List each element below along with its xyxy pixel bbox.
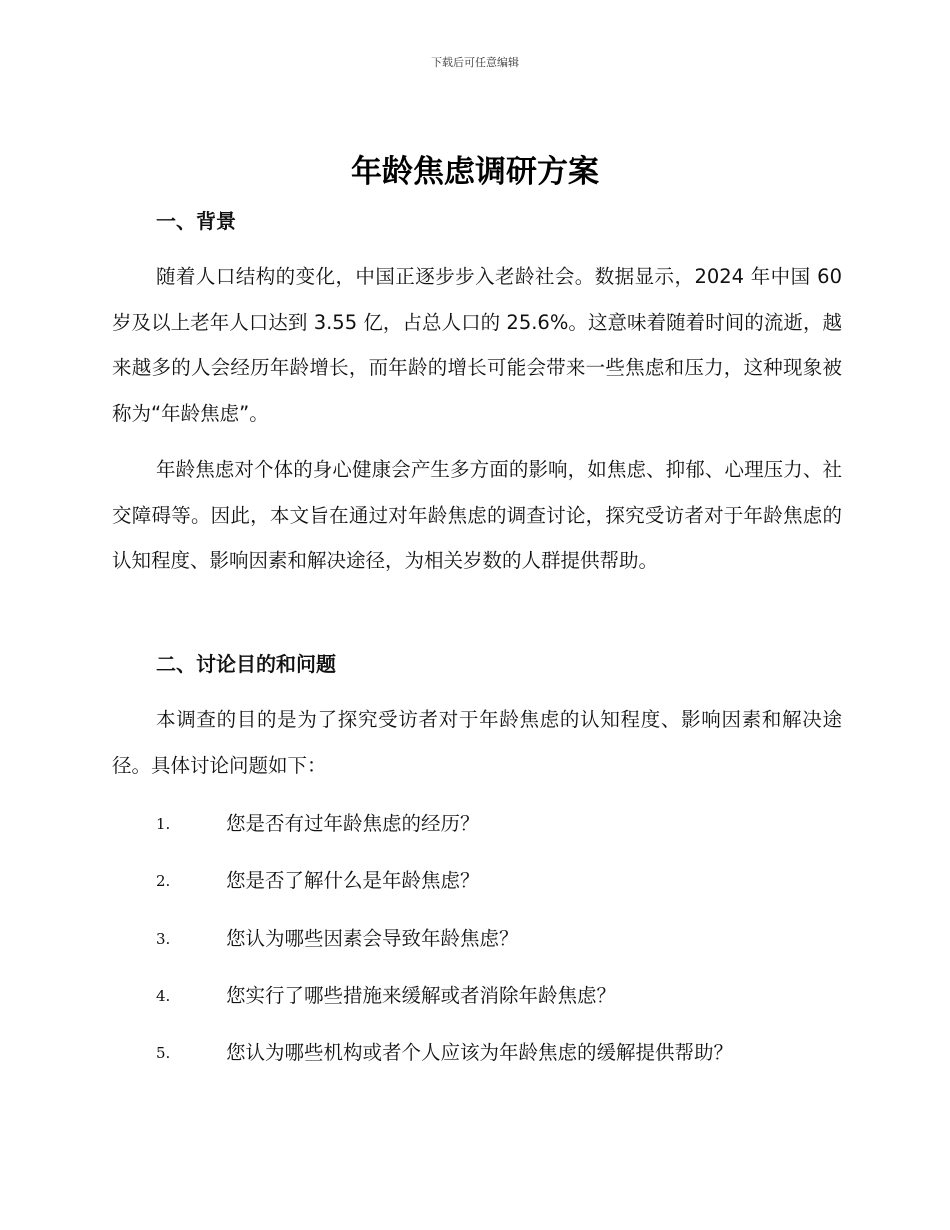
section-heading-purpose: 二、讨论目的和问题 [156,652,336,676]
question-number: 5. [156,1044,171,1063]
question-item [156,978,856,1035]
question-item [156,863,856,920]
question-number: 3. [156,929,171,948]
page-header-note: 下载后可任意编辑 [431,56,519,69]
question-text: 您实行了哪些措施来缓解或者消除年龄焦虑？ [226,983,617,1007]
question-number: 2. [156,872,171,891]
document-title: 年龄焦虑调研方案 [351,154,599,190]
question-text: 您认为哪些机构或者个人应该为年龄焦虑的缓解提供帮助？ [226,1041,734,1065]
question-number: 1. [156,815,171,833]
purpose-intro-paragraph: 本调查的目的是为了探究受访者对于年龄焦虑的认知程度、影响因素和解决途径。具体讨论问题如下： [112,708,842,777]
background-paragraph-2: 年龄焦虑对个体的身心健康会产生多方面的影响，如焦虑、抑郁、心理压力、社交障碍等。因此，本文旨在通过对年龄焦虑的调查讨论，探究受访者对于年龄焦虑的认知程度、影响因素和解决途径，为相关岁数的人群提供帮助。 [112,458,842,572]
question-text: 您是否有过年龄焦虑的经历？ [226,812,480,835]
question-item [156,806,856,863]
question-text: 您认为哪些因素会导致年龄焦虑？ [226,926,519,950]
question-list [156,806,856,1092]
question-item [156,1035,856,1092]
question-item [156,921,856,978]
section-heading-background: 一、背景 [156,209,236,233]
question-text: 您是否了解什么是年龄焦虑？ [226,869,480,893]
background-paragraph-1: 随着人口结构的变化，中国正逐步步入老龄社会。数据显示，2024 年中国 60 岁及以上老年人口达到 3.55 亿，占总人口的 25.6%。这意味着随着时间的流逝，越来越多的人会经历年龄增长，而年龄的增长可能会带来一些焦虑和压力，这种现象被称为“年龄焦虑”。 [112,265,842,425]
question-number: 4. [156,986,171,1005]
